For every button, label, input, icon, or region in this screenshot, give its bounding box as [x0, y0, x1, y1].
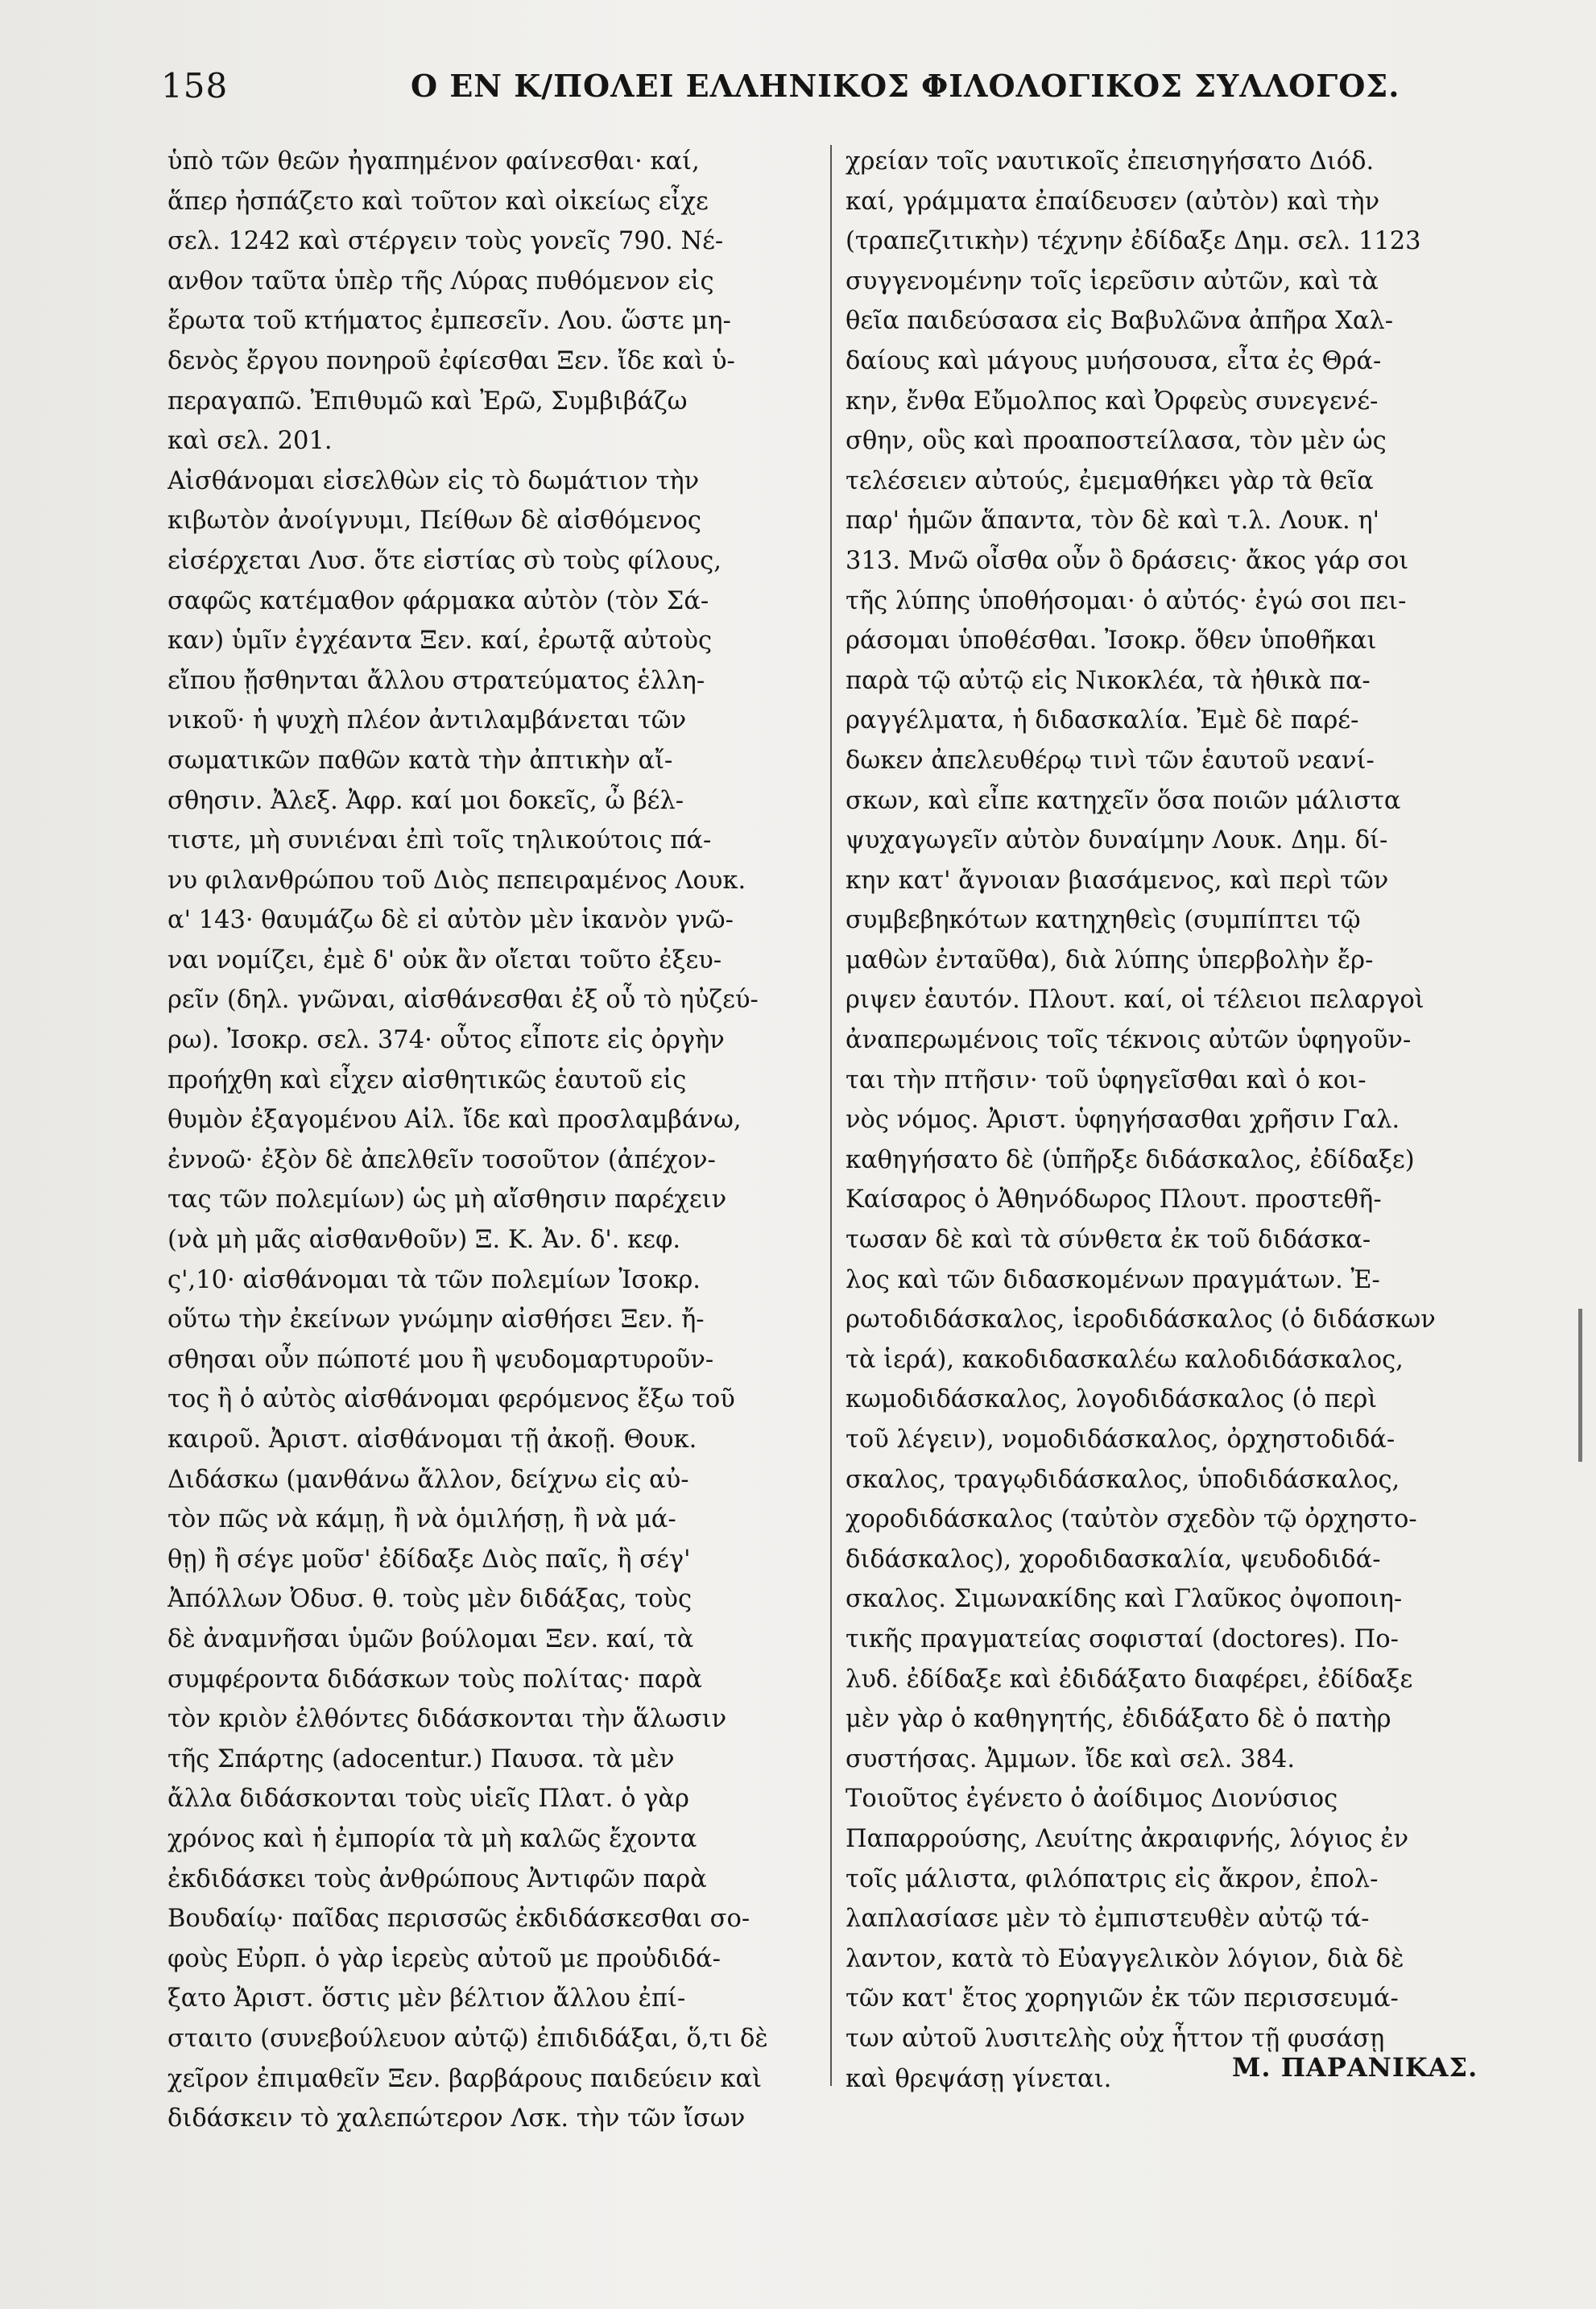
text-line: φοὺς Εὐρπ. ὁ γὰρ ἱερεὺς αὐτοῦ με προὐδιδά-	[167, 1944, 721, 1973]
text-line: ἔρωτα τοῦ κτήματος ἐμπεσεῖν. Λου. ὥστε μη-	[167, 307, 731, 336]
text-line: τῆς λύπης ὑποθήσομαι· ὁ αὐτός· ἐγώ σοι πει-	[846, 586, 1407, 615]
text-line: ἐννοῶ· ἐξὸν δὲ ἀπελθεῖν τοσοῦτον (ἀπέχον-	[167, 1145, 716, 1174]
text-line: ρεῖν (δηλ. γνῶναι, αἰσθάνεσθαι ἐξ οὗ τὸ ηὐζεύ-	[167, 986, 759, 1015]
text-line: περαγαπῶ. Ἐπιθυμῶ καὶ Ἐρῶ, Συμβιβάζω	[167, 387, 688, 416]
text-line: σκων, καὶ εἶπε κατηχεῖν ὅσα ποιῶν μάλιστα	[846, 786, 1401, 815]
text-line: ἄλλα διδάσκονται τοὺς υἱεῖς Πλατ. ὁ γὰρ	[167, 1785, 689, 1814]
text-line: σθησαι οὖν πώποτέ μου ἢ ψευδομαρτυροῦν-	[167, 1345, 714, 1374]
text-line: κην κατ' ἄγνοιαν βιασάμενος, καὶ περὶ τῶν	[846, 866, 1389, 895]
column-divider	[830, 145, 832, 2086]
text-line: Αἰσθάνομαι εἰσελθὼν εἰς τὸ δωμάτιον τὴν	[167, 466, 700, 495]
right-text-column	[846, 142, 1506, 2099]
text-line: χρείαν τοῖς ναυτικοῖς ἐπεισηγήσατο Διόδ.	[846, 147, 1375, 176]
text-line: ανθον ταῦτα ὑπὲρ τῆς Λύρας πυθόμενον εἰς	[167, 267, 714, 296]
text-line: ἅπερ ἠσπάζετο καὶ τοῦτον καὶ οἰκείως εἶχε	[167, 187, 709, 216]
text-line: τοῦ λέγειν), νομοδιδάσκαλος, ὀρχηστοδιδά-	[846, 1426, 1395, 1454]
text-line: καὶ σελ. 201.	[167, 427, 333, 456]
text-line: Διδάσκω (μανθάνω ἄλλον, δείχνω εἰς αὐ-	[167, 1465, 689, 1494]
text-line: ψυχαγωγεῖν αὐτὸν δυναίμην Λουκ. Δημ. δί-	[846, 826, 1388, 855]
text-line: α' 143· θαυμάζω δὲ εἰ αὐτὸν μὲν ἱκανὸν γνῶ-	[167, 906, 734, 935]
text-line: ἐκδιδάσκει τοὺς ἀνθρώπους Ἀντιφῶν παρὰ	[167, 1864, 707, 1893]
text-line: λος καὶ τῶν διδασκομένων πραγμάτων. Ἐ-	[846, 1265, 1380, 1294]
text-line: δωκεν ἀπελευθέρῳ τινὶ τῶν ἑαυτοῦ νεανί-	[846, 746, 1375, 775]
running-title: Ο ΕΝ Κ/ΠΟΛΕΙ ΕΛΛΗΝΙΚΟΣ ΦΙΛΟΛΟΓΙΚΟΣ ΣΥΛΛΟΓΟΣ.	[411, 68, 1400, 104]
text-line: Τοιοῦτος ἐγένετο ὁ ἀοίδιμος Διονύσιος	[846, 1785, 1338, 1814]
text-line: εἴπου ᾔσθηνται ἄλλου στρατεύματος ἑλλη-	[167, 666, 705, 695]
text-line: σαφῶς κατέμαθον φάρμακα αὐτὸν (τὸν Σά-	[167, 586, 709, 615]
text-line: λαπλασίασε μὲν τὸ ἐμπιστευθὲν αὐτῷ τά-	[846, 1905, 1370, 1934]
left-text-column	[167, 142, 816, 2139]
text-line: τὸν κριὸν ἐλθόντες διδάσκονται τὴν ἅλωσιν	[167, 1705, 727, 1734]
text-line: μαθὼν ἐνταῦθα), διὰ λύπης ὑπερβολὴν ἔρ-	[846, 946, 1374, 974]
text-line: κην, ἔνθα Εὔμολπος καὶ Ὀρφεὺς συνεγενέ-	[846, 387, 1379, 416]
text-line: καὶ θρεψάσῃ γίνεται.	[846, 2064, 1112, 2093]
text-line: 313. Μνῶ οἶσθα οὖν ὃ δράσεις· ἄκος γάρ σοι	[846, 546, 1409, 575]
text-line: θῃ) ἢ σέγε μοῦσ' ἐδίδαξε Διὸς παῖς, ἢ σέγ'	[167, 1545, 691, 1574]
text-line: δὲ ἀναμνῆσαι ὑμῶν βούλομαι Ξεν. καί, τὰ	[167, 1624, 694, 1653]
text-line: Παπαρρούσης, Λευίτης ἀκραιφνής, λόγιος ἐν	[846, 1824, 1409, 1853]
text-line: ὑπὸ τῶν θεῶν ἠγαπημένον φαίνεσθαι· καί,	[167, 147, 700, 176]
text-line: τος ἢ ὁ αὐτὸς αἰσθάνομαι φερόμενος ἔξω τοῦ	[167, 1385, 735, 1414]
text-line: συστήσας. Ἀμμων. ἴδε καὶ σελ. 384.	[846, 1744, 1296, 1773]
text-line: λαντον, κατὰ τὸ Εὐαγγελικὸν λόγιον, διὰ δὲ	[846, 1944, 1404, 1973]
text-line: νὸς νόμος. Ἀριστ. ὑφηγήσασθαι χρῆσιν Γαλ.	[846, 1106, 1400, 1135]
text-line: τικῆς πραγματείας σοφισταί (doctores). Πο-	[846, 1624, 1399, 1653]
text-line: δαίους καὶ μάγους μυήσουσα, εἶτα ἐς Θρά-	[846, 346, 1382, 375]
text-line: προήχθη καὶ εἶχεν αἰσθητικῶς ἑαυτοῦ εἰς	[167, 1066, 687, 1094]
text-line: των αὐτοῦ λυσιτελὴς οὐχ ἧττον τῇ φυσάσῃ	[846, 2024, 1385, 2053]
text-line: κωμοδιδάσκαλος, λογοδιδάσκαλος (ὁ περὶ	[846, 1385, 1378, 1414]
text-line: ἀναπερωμένοις τοῖς τέκνοις αὐτῶν ὑφηγοῦν-	[846, 1026, 1412, 1055]
text-line: κιβωτὸν ἀνοίγνυμι, Πείθων δὲ αἰσθόμενος	[167, 507, 701, 536]
text-line: καθηγήσατο δὲ (ὑπῆρξε διδάσκαλος, ἐδίδαξε)	[846, 1145, 1415, 1174]
text-line: Βουδαίῳ· παῖδας περισσῶς ἐκδιδάσκεσθαι σο-	[167, 1905, 750, 1934]
text-line: (νὰ μὴ μᾶς αἰσθανθοῦν) Ξ. Κ. Ἀν. δ'. κεφ.	[167, 1226, 681, 1255]
text-line: ρωτοδιδάσκαλος, ἱεροδιδάσκαλος (ὁ διδάσκων	[846, 1306, 1436, 1335]
text-line: χεῖρον ἐπιμαθεῖν Ξεν. βαρβάρους παιδεύειν καὶ	[167, 2064, 763, 2093]
text-line: συμβεβηκότων κατηχηθεὶς (συμπίπτει τῷ	[846, 906, 1361, 935]
text-line: σωματικῶν παθῶν κατὰ τὴν ἀπτικὴν αἴ-	[167, 746, 673, 775]
text-line: τὰ ἱερά), κακοδιδασκαλέω καλοδιδάσκαλος,	[846, 1345, 1404, 1374]
text-line: τοῖς μάλιστα, φιλόπατρις εἰς ἄκρον, ἐπολ-	[846, 1864, 1379, 1893]
text-line: καν) ὑμῖν ἐγχέαντα Ξεν. καί, ἐρωτᾷ αὐτοὺς	[167, 627, 713, 656]
text-line: θεῖα παιδεύσασα εἰς Βαβυλῶνα ἀπῆρα Χαλ-	[846, 307, 1394, 336]
text-line: χρόνος καὶ ἡ ἐμπορία τὰ μὴ καλῶς ἔχοντα	[167, 1824, 697, 1853]
text-line: νυ φιλανθρώπου τοῦ Διὸς πεπειραμένος Λουκ.	[167, 866, 746, 895]
text-line: Ἀπόλλων Ὀδυσ. θ. τοὺς μὲν διδάξας, τοὺς	[167, 1585, 693, 1614]
page-header	[161, 66, 1400, 114]
text-line: ναι νομίζει, ἐμὲ δ' οὐκ ἂν οἴεται τοῦτο ἐξευ-	[167, 946, 722, 974]
author-signature: Μ. ΠΑΡΑΝΙΚΑΣ.	[1232, 2052, 1478, 2083]
text-line: ρω). Ἰσοκρ. σελ. 374· οὗτος εἶποτε εἰς ὀργὴν	[167, 1026, 725, 1055]
text-line: θυμὸν ἐξαγομένου Αἰλ. ἴδε καὶ προσλαμβάνω,	[167, 1106, 742, 1135]
text-line: νικοῦ· ἡ ψυχὴ πλέον ἀντιλαμβάνεται τῶν	[167, 706, 687, 735]
text-line: συμφέροντα διδάσκων τοὺς πολίτας· παρὰ	[167, 1665, 702, 1694]
page-number: 158	[161, 66, 229, 106]
text-line: διδάσκαλος), χοροδιδασκαλία, ψευδοδιδά-	[846, 1545, 1381, 1574]
text-line: τῆς Σπάρτης (adocentur.) Παυσα. τὰ μὲν	[167, 1744, 675, 1773]
text-line: ται τὴν πτῆσιν· τοῦ ὑφηγεῖσθαι καὶ ὁ κοι-	[846, 1066, 1367, 1094]
text-line: σθην, οὓς καὶ προαποστείλασα, τὸν μὲν ὡς	[846, 427, 1387, 456]
text-line: τὸν πῶς νὰ κάμῃ, ἢ νὰ ὁμιλήσῃ, ἢ νὰ μά-	[167, 1505, 676, 1534]
text-line: ραγγέλματα, ἡ διδασκαλία. Ἐμὲ δὲ παρέ-	[846, 706, 1359, 735]
text-line: εἰσέρχεται Λυσ. ὅτε εἱστίας σὺ τοὺς φίλους,	[167, 546, 722, 575]
text-line: τας τῶν πολεμίων) ὡς μὴ αἴσθησιν παρέχειν	[167, 1186, 727, 1215]
text-line: τελέσειεν αὐτούς, ἐμεμαθήκει γὰρ τὰ θεῖα	[846, 466, 1374, 495]
text-line: οὕτω τὴν ἐκείνων γνώμην αἰσθήσει Ξεν. ἤ-	[167, 1306, 705, 1335]
text-line: δενὸς ἔργου πονηροῦ ἐφίεσθαι Ξεν. ἴδε καὶ ὑ-	[167, 346, 735, 375]
text-line: τωσαν δὲ καὶ τὰ σύνθετα ἐκ τοῦ διδάσκα-	[846, 1226, 1371, 1255]
text-line: σκαλος, τραγῳδιδάσκαλος, ὑποδιδάσκαλος,	[846, 1465, 1400, 1494]
text-line: σταιτο (συνεβούλευον αὐτῷ) ἐπιδιδάξαι, ὅ,τι δὲ	[167, 2024, 768, 2053]
text-line: ξατο Ἀριστ. ὅστις μὲν βέλτιον ἄλλου ἐπί-	[167, 1984, 686, 2013]
text-line: παρὰ τῷ αὐτῷ εἰς Νικοκλέα, τὰ ἠθικὰ πα-	[846, 666, 1371, 695]
text-line: διδάσκειν τὸ χαλεπώτερον Λσκ. τὴν τῶν ἴσων	[167, 2104, 746, 2133]
page-edge-mark	[1578, 1309, 1582, 1462]
text-line: σελ. 1242 καὶ στέργειν τοὺς γονεῖς 790. Νέ-	[167, 227, 724, 256]
text-line: χοροδιδάσκαλος (ταὐτὸν σχεδὸν τῷ ὀρχηστο-	[846, 1505, 1417, 1534]
text-line: τῶν κατ' ἔτος χορηγιῶν ἐκ τῶν περισσευμά-	[846, 1984, 1399, 2013]
text-line: ς',10· αἰσθάνομαι τὰ τῶν πολεμίων Ἰσοκρ.	[167, 1265, 701, 1294]
text-line: μὲν γὰρ ὁ καθηγητής, ἐδιδάξατο δὲ ὁ πατὴρ	[846, 1705, 1391, 1734]
text-line: σθησιν. Ἀλεξ. Ἀφρ. καί μοι δοκεῖς, ὦ βέλ-	[167, 786, 684, 815]
text-line: καί, γράμματα ἐπαίδευσεν (αὐτὸν) καὶ τὴν	[846, 187, 1380, 216]
text-line: ριψεν ἑαυτόν. Πλουτ. καί, οἱ τέλειοι πελαργοὶ	[846, 986, 1424, 1015]
text-line: τιστε, μὴ συνιέναι ἐπὶ τοῖς τηλικούτοις πά-	[167, 826, 712, 855]
text-line: ράσομαι ὑποθέσθαι. Ἰσοκρ. ὅθεν ὑποθῆκαι	[846, 627, 1377, 656]
text-line: συγγενομένην τοῖς ἱερεῦσιν αὐτῶν, καὶ τὰ	[846, 267, 1379, 296]
text-line: (τραπεζιτικὴν) τέχνην ἐδίδαξε Δημ. σελ. 1123	[846, 227, 1421, 256]
text-line: καιροῦ. Ἀριστ. αἰσθάνομαι τῇ ἀκοῇ. Θουκ.	[167, 1426, 697, 1454]
text-line: σκαλος. Σιμωνακίδης καὶ Γλαῦκος ὀψοποιη-	[846, 1585, 1403, 1614]
text-line: παρ' ἡμῶν ἅπαντα, τὸν δὲ καὶ τ.λ. Λουκ. η'	[846, 507, 1380, 536]
text-line: Καίσαρος ὁ Ἀθηνόδωρος Πλουτ. προστεθῆ-	[846, 1186, 1382, 1215]
text-line: λυδ. ἐδίδαξε καὶ ἐδιδάξατο διαφέρει, ἐδίδαξε	[846, 1665, 1413, 1694]
